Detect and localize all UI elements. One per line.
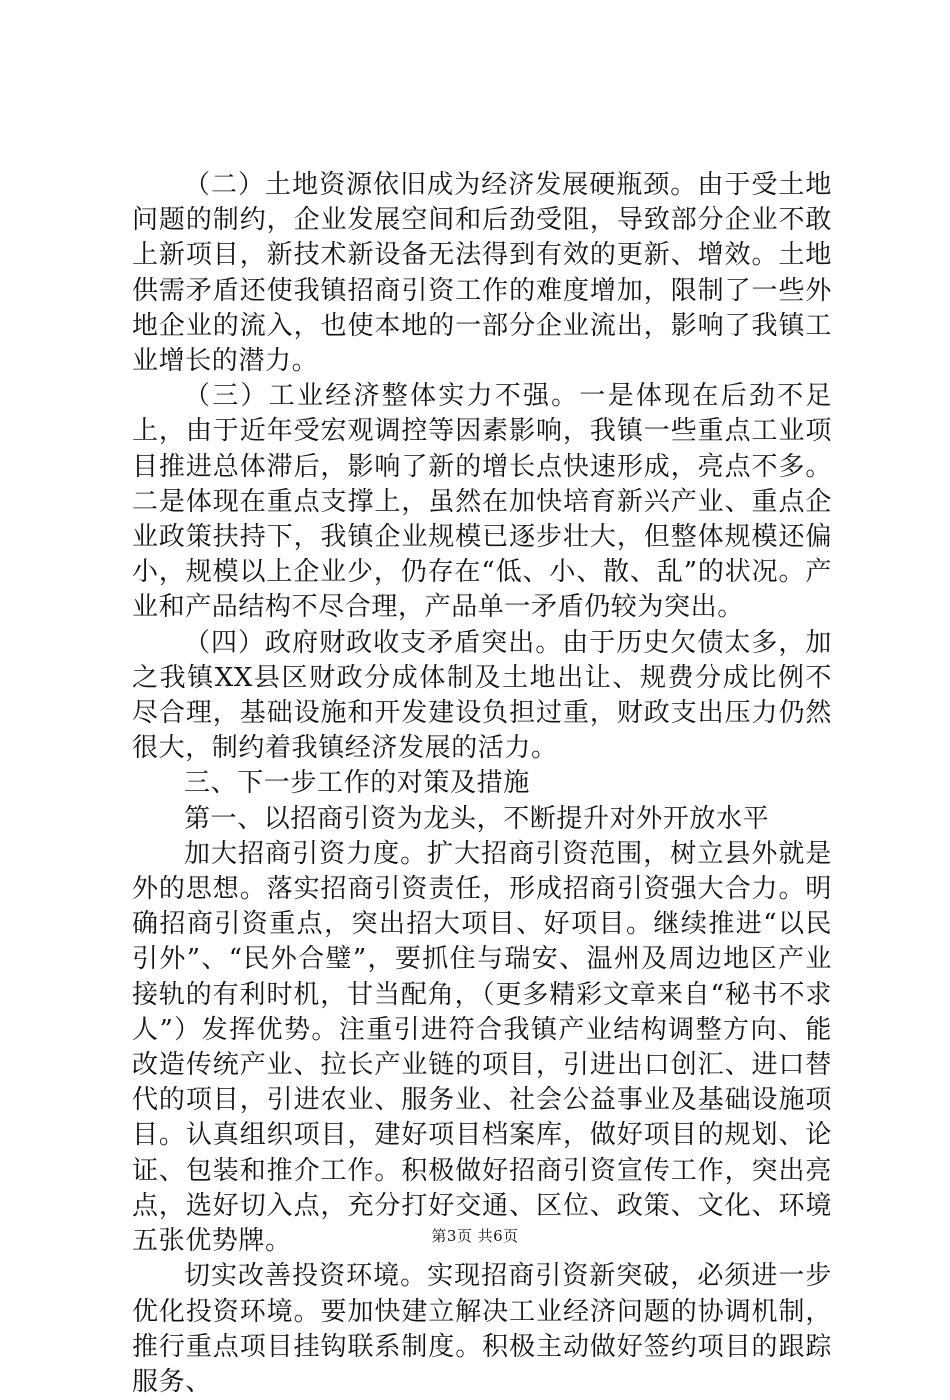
paragraph-land-resources: （二）土地资源依旧成为经济发展硬瓶颈。由于受土地问题的制约，企业发展空间和后劲受阻，导致部分企业不敢上新项目，新技术新设备无法得到有效的更新、增效。土地供需矛盾还使我镇招商引资工作的难度增加，限制了一些外地企业的流入，也使本地的一部分企业流出，影响了我镇工业增长的潜力。: [132, 170, 832, 377]
section-heading-next-steps: 三、下一步工作的对策及措施: [184, 768, 530, 799]
document-body: [132, 168, 832, 1400]
paragraph-fiscal-balance: （四）政府财政收支矛盾突出。由于历史欠债太多，加之我镇XX县区财政分成体制及土地出让、规费分成比例不尽合理，基础设施和开发建设负担过重，财政支出压力仍然很大，制约着我镇经济发展的活力。: [132, 627, 832, 764]
page-number-footer: 第3页 共6页: [431, 1227, 519, 1245]
paragraph-investment-environment: 切实改善投资环境。实现招商引资新突破，必须进一步优化投资环境。要加快建立解决工业经济问题的协调机制，推行重点项目挂钩联系制度。积极主动做好签约项目的跟踪服务、: [132, 1261, 832, 1397]
paragraph-industrial-strength: （三）工业经济整体实力不强。一是体现在后劲不足上，由于近年受宏观调控等因素影响，我镇一些重点工业项目推进总体滞后，影响了新的增长点快速形成，亮点不多。二是体现在重点支撑上，虽然在加快培育新兴产业、重点企业政策扶持下，我镇企业规模已逐步壮大，但整体规模还偏小，规模以上企业少，仍存在“低、小、散、乱”的状况。产业和产品结构不尽合理，产品单一矛盾仍较为突出。: [132, 381, 832, 623]
paragraph-investment-efforts: 加大招商引资力度。扩大招商引资范围，树立县外就是外的思想。落实招商引资责任，形成招商引资强大合力。明确招商引资重点，突出招大项目、好项目。继续推进“以民引外”、“民外合璧”，要抓住与瑞安、温州及周边地区产业接轨的有利时机，甘当配角，（更多精彩文章来自“秘书不求人”）发挥优势。注重引进符合我镇产业结构调整方向、能改造传统产业、拉长产业链的项目，引进出口创汇、进口替代的项目，引进农业、服务业、社会公益事业及基础设施项目。认真组织项目，建好项目档案库，做好项目的规划、论证、包装和推介工作。积极做好招商引资宣传工作，突出亮点，选好切入点，充分打好交通、区位、政策、文化、环境五张优势牌。: [132, 838, 832, 1257]
subheading-investment-promotion: 第一、以招商引资为龙头，不断提升对外开放水平: [184, 803, 770, 834]
